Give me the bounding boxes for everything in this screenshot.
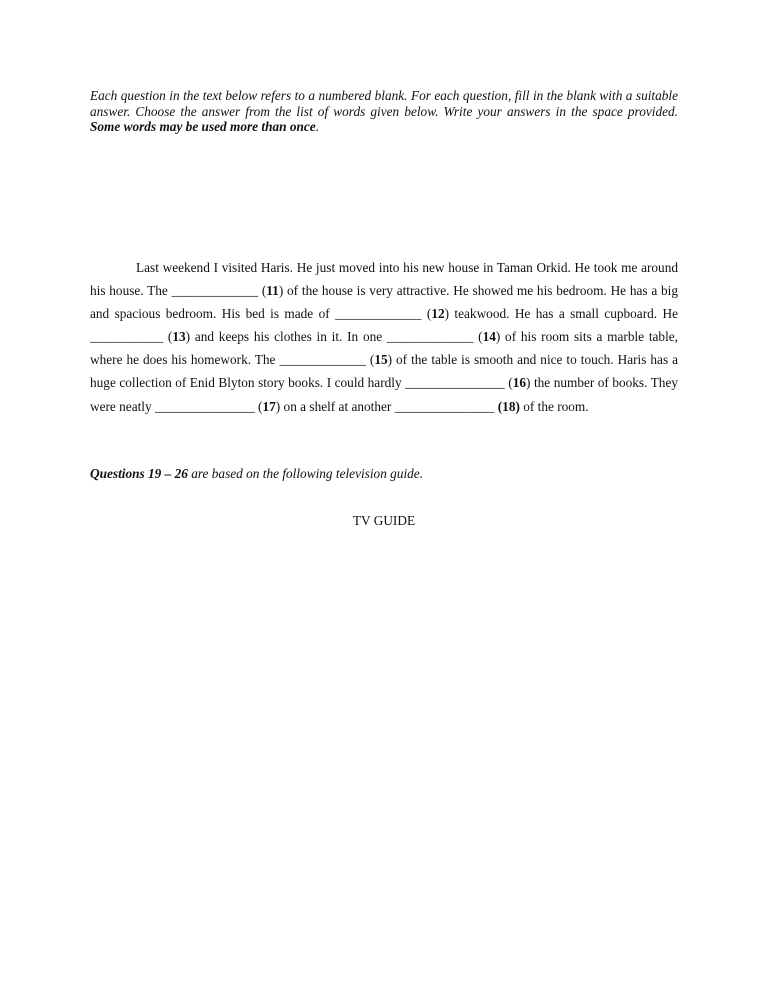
passage-text: and keeps his clothes in it. In one [190, 329, 387, 345]
question-number-16: 16 [512, 375, 527, 391]
questions-intro-text: are based on the following television guide. [187, 466, 424, 481]
passage-text: of his room sits a marble table, where he does his homework. The [90, 329, 679, 368]
cloze-passage: Last weekend I visited Haris. He just moved into his new house in Taman Orkid. He took me around his house. The _____________ (11) of the house is very attractive. He showed me his bedroom. He has a big and spacious bedroom. His bed is made of _____________ (12) teakwood. He has a small cupboard. He ___________ (13) and keeps his clothes in it. In one _____________ (14) of his room sits a marble table, where he does his homework. The _____________ (15) of the table is smooth and nice to touch. Haris has a huge collection of Enid Blyton story books. I could hardly _______________ (16) the number of books. They were neatly _______________ (17) on a shelf at another _______________ (18) of the room. [90, 260, 679, 414]
passage-text: the number of books. They were neatly [90, 375, 678, 414]
passage-text: of the room. [519, 398, 589, 414]
passage-text: Last weekend I visited Haris. He just moved into his new house in Taman Orkid. He took me around his house. The [90, 260, 678, 299]
question-number-13: 13 [172, 329, 186, 345]
question-number-12: 12 [431, 306, 445, 322]
instructions-end: . [315, 119, 320, 135]
answer-blank-18: _______________ [394, 398, 495, 414]
question-number-17: 17 [262, 398, 276, 414]
question-number-11: 11 [266, 283, 279, 299]
answer-blank-13: ___________ [90, 329, 164, 345]
instructions-emphasis: Some words may be used more than once [90, 119, 316, 135]
answer-blank-15: _____________ [279, 352, 366, 368]
answer-blank-11: _____________ [171, 283, 259, 299]
question-number-15: 15 [374, 352, 388, 368]
questions-range: Questions 19 – 26 [90, 466, 188, 481]
passage-text: teakwood. He has a small cupboard. He [449, 306, 678, 322]
answer-blank-16: _______________ [405, 375, 505, 391]
question-number-18: (18) [497, 398, 520, 414]
questions-intro [90, 466, 678, 482]
answer-blank-17: _______________ [154, 398, 255, 414]
passage-text: of the table is smooth and nice to touch. Haris has a huge collection of Enid Blyton story books. I could hardly [90, 352, 679, 391]
answer-blank-12: _____________ [335, 306, 422, 322]
passage-text: on a shelf at another [280, 398, 395, 414]
instructions-paragraph [90, 88, 678, 135]
tv-guide-heading: TV GUIDE [352, 513, 416, 528]
answer-blank-14: _____________ [386, 329, 474, 345]
passage-text: of the house is very attractive. He showed me his bedroom. He has a big and spacious bedroom. His bed is made of [90, 283, 678, 322]
instructions-text: Each question in the text below refers to a numbered blank. For each question, fill in the blank with a suitable answer. Choose the answer from the list of words given below. Write your answers in the space provided. [90, 88, 678, 119]
question-number-14: 14 [482, 329, 496, 345]
